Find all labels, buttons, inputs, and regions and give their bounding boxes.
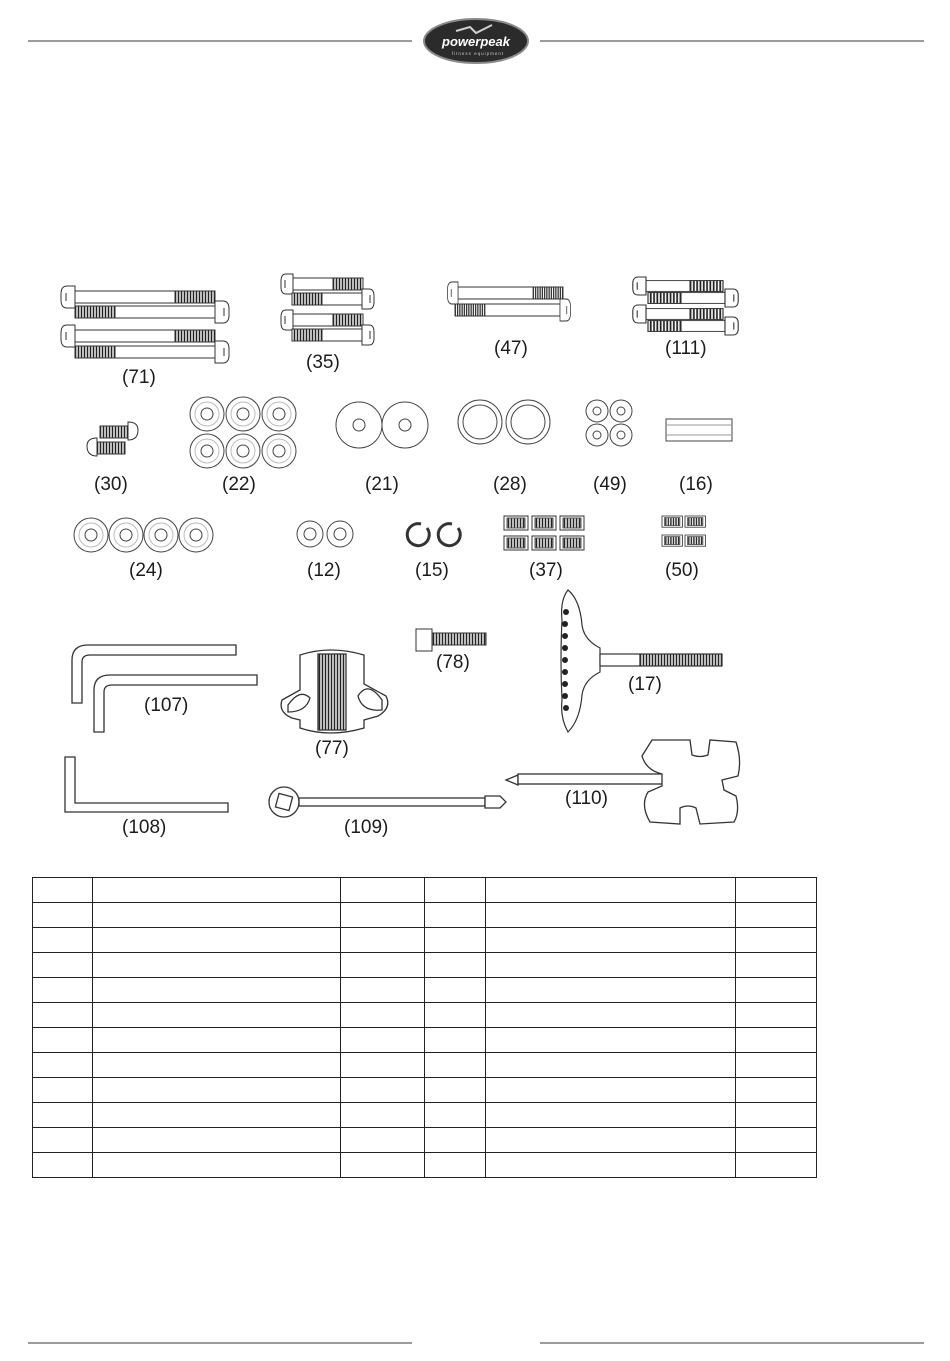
part-label: (37)	[529, 560, 563, 581]
table-cell	[736, 1003, 817, 1028]
footer-rule-left	[28, 1342, 412, 1344]
table-cell	[736, 1028, 817, 1053]
part-label: (47)	[494, 338, 528, 359]
table-cell	[486, 953, 736, 978]
part-label: (50)	[665, 560, 699, 581]
table-cell	[341, 1078, 425, 1103]
part-109-screwdriver	[269, 787, 506, 817]
part-label: (12)	[307, 560, 341, 581]
table-cell	[33, 953, 93, 978]
part-108-allen-key	[65, 757, 228, 812]
part-label: (110)	[565, 788, 608, 809]
part-label: (15)	[415, 560, 449, 581]
table-cell	[93, 978, 341, 1003]
part-49-washers	[586, 400, 632, 446]
table-cell	[341, 1028, 425, 1053]
table-cell	[486, 1003, 736, 1028]
part-17-knob-ribs	[562, 609, 569, 711]
table-cell	[33, 903, 93, 928]
table-cell	[93, 1128, 341, 1153]
table-row	[33, 903, 817, 928]
part-35-bolts	[281, 274, 374, 345]
part-label: (22)	[222, 474, 256, 495]
table-cell	[93, 1003, 341, 1028]
part-12-washers	[297, 521, 353, 547]
table-row	[33, 1003, 817, 1028]
table-cell	[425, 1028, 486, 1053]
table-cell	[341, 903, 425, 928]
part-50-nuts	[662, 516, 705, 546]
table-cell	[736, 1053, 817, 1078]
table-cell	[486, 1103, 736, 1128]
table-cell	[736, 928, 817, 953]
table-cell	[736, 1153, 817, 1178]
table-cell	[341, 1003, 425, 1028]
table-cell	[425, 953, 486, 978]
part-37-nuts	[504, 516, 584, 550]
table-row	[33, 928, 817, 953]
table-cell	[93, 1028, 341, 1053]
parts-table	[32, 877, 817, 1178]
table-row	[33, 1128, 817, 1153]
table-cell	[736, 978, 817, 1003]
table-cell	[736, 878, 817, 903]
table-cell	[33, 978, 93, 1003]
table-row	[33, 953, 817, 978]
part-107-allen-keys	[72, 645, 257, 732]
table-cell	[93, 1053, 341, 1078]
part-111-bolts	[633, 277, 738, 335]
table-cell	[486, 1053, 736, 1078]
table-row	[33, 1103, 817, 1128]
table-cell	[486, 1128, 736, 1153]
part-28-rings	[458, 400, 550, 444]
part-16-spacer	[666, 419, 732, 441]
part-17-knob	[561, 590, 722, 732]
table-cell	[486, 928, 736, 953]
table-cell	[425, 1078, 486, 1103]
part-label: (17)	[628, 674, 662, 695]
part-110-multitool	[506, 740, 740, 824]
part-label: (16)	[679, 474, 713, 495]
table-cell	[736, 1103, 817, 1128]
table-cell	[486, 903, 736, 928]
table-cell	[33, 1003, 93, 1028]
table-row	[33, 978, 817, 1003]
table-cell	[33, 1028, 93, 1053]
table-cell	[341, 928, 425, 953]
table-cell	[341, 1128, 425, 1153]
part-label: (109)	[344, 817, 389, 838]
table-cell	[341, 1053, 425, 1078]
table-cell	[425, 903, 486, 928]
part-label: (30)	[94, 474, 128, 495]
table-cell	[486, 1153, 736, 1178]
table-cell	[93, 1078, 341, 1103]
table-cell	[736, 903, 817, 928]
part-22-washers	[190, 397, 296, 468]
table-cell	[425, 1153, 486, 1178]
part-label: (49)	[593, 474, 627, 495]
table-cell	[33, 1078, 93, 1103]
part-label: (77)	[315, 738, 349, 759]
part-label: (28)	[493, 474, 527, 495]
table-cell	[93, 1153, 341, 1178]
part-71-bolts	[61, 286, 229, 363]
table-cell	[341, 1153, 425, 1178]
table-cell	[33, 1128, 93, 1153]
table-cell	[486, 878, 736, 903]
table-row	[33, 878, 817, 903]
table-cell	[425, 1103, 486, 1128]
table-row	[33, 1053, 817, 1078]
table-cell	[341, 1103, 425, 1128]
part-24-washers	[74, 518, 213, 552]
table-cell	[33, 1153, 93, 1178]
table-cell	[33, 928, 93, 953]
table-cell	[486, 978, 736, 1003]
part-30-bolts	[87, 422, 138, 456]
part-77-clamp	[281, 650, 388, 733]
table-row	[33, 1028, 817, 1053]
table-cell	[486, 1028, 736, 1053]
table-cell	[33, 878, 93, 903]
part-label: (24)	[129, 560, 163, 581]
table-cell	[425, 978, 486, 1003]
part-47-bolts	[448, 282, 571, 321]
table-cell	[93, 953, 341, 978]
brand-name: powerpeak	[442, 34, 510, 49]
part-15-lock-washers	[407, 524, 460, 546]
table-cell	[341, 978, 425, 1003]
table-cell	[93, 1103, 341, 1128]
table-cell	[93, 928, 341, 953]
table-cell	[425, 928, 486, 953]
part-label: (35)	[306, 352, 340, 373]
brand-tagline: fitness equipment	[451, 51, 505, 56]
table-row	[33, 1078, 817, 1103]
table-cell	[33, 1103, 93, 1128]
table-cell	[341, 953, 425, 978]
table-cell	[736, 953, 817, 978]
table-row	[33, 1153, 817, 1178]
table-cell	[93, 878, 341, 903]
table-cell	[93, 903, 341, 928]
table-cell	[425, 878, 486, 903]
table-cell	[425, 1003, 486, 1028]
part-label: (78)	[436, 652, 470, 673]
part-label: (111)	[665, 338, 707, 359]
table-cell	[425, 1053, 486, 1078]
table-cell	[33, 1053, 93, 1078]
table-cell	[486, 1078, 736, 1103]
part-21-washers	[336, 402, 428, 448]
footer-rule-right	[540, 1342, 924, 1344]
part-78-screw	[416, 629, 486, 651]
table-cell	[736, 1078, 817, 1103]
part-label: (21)	[365, 474, 399, 495]
part-label: (108)	[122, 817, 167, 838]
part-label: (107)	[144, 695, 189, 716]
table-cell	[341, 878, 425, 903]
table-cell	[736, 1128, 817, 1153]
part-label: (71)	[122, 367, 156, 388]
table-cell	[425, 1128, 486, 1153]
